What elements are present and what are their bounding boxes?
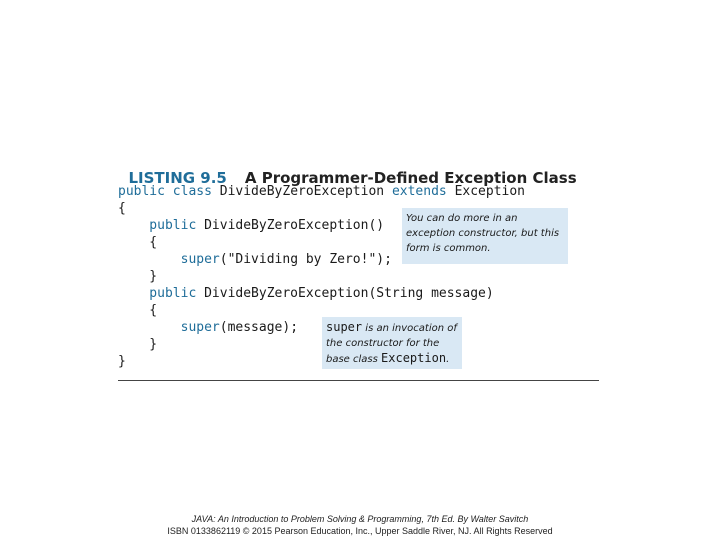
code-line	[118, 285, 525, 302]
code-line	[118, 268, 525, 285]
footer-copyright: ISBN 0133862119 © 2015 Pearson Education, Inc., Upper Saddle River, NJ. All Rights Reserved	[167, 526, 553, 536]
code-text: Exception	[454, 184, 526, 199]
callout-constructor-note	[402, 208, 568, 264]
listing-divider	[118, 380, 599, 381]
code-keyword: super	[118, 252, 220, 267]
listing-title: A Programmer-Defined Exception Class	[244, 169, 577, 187]
code-keyword: public	[118, 286, 205, 301]
code-keyword: extends	[391, 184, 455, 199]
callout-super-end: .	[446, 354, 450, 365]
callout-super-text: is an invocation of the constructor for the base class	[326, 323, 457, 365]
code-text: DivideByZeroException(String message)	[204, 286, 494, 301]
code-text: {	[118, 235, 158, 250]
code-line	[118, 183, 525, 200]
code-text: }	[118, 269, 158, 284]
callout-super-note	[322, 317, 462, 369]
code-text: }	[118, 337, 158, 352]
code-keyword: public class	[118, 184, 220, 199]
code-keyword: super	[118, 320, 220, 335]
footer-book-title: JAVA: An Introduction to Problem Solving & Programming, 7th Ed. By Walter Savitch	[191, 514, 529, 524]
listing-header	[118, 151, 577, 187]
callout-super-keyword: super	[326, 320, 363, 334]
code-text: {	[118, 303, 158, 318]
code-text: DivideByZeroException()	[204, 218, 385, 233]
code-text: (message);	[219, 320, 299, 335]
callout-super-class: Exception	[381, 351, 447, 365]
code-text: }	[118, 354, 126, 369]
code-text: {	[118, 201, 126, 216]
code-text: ("Dividing by Zero!");	[219, 252, 392, 267]
code-keyword: public	[118, 218, 205, 233]
code-text: DivideByZeroException	[219, 184, 392, 199]
callout-constructor-text: You can do more in an exception constructor, but this form is common.	[406, 213, 560, 254]
listing-label: LISTING 9.5	[128, 169, 227, 187]
